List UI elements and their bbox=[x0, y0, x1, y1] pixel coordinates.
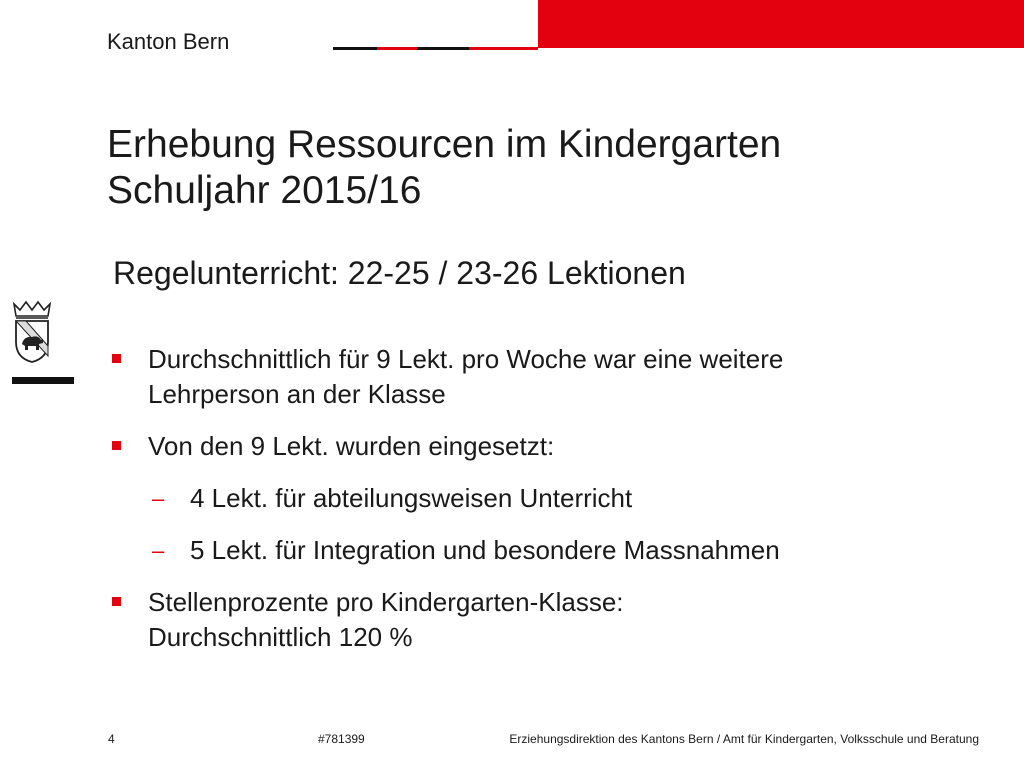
dash-bullet-icon: – bbox=[152, 486, 165, 511]
bullet-text-line: Durchschnittlich 120 % bbox=[148, 622, 413, 652]
header-canton-label: Kanton Bern bbox=[107, 29, 230, 54]
header-rule-red-1 bbox=[377, 47, 417, 50]
footer-slide-id: #781399 bbox=[318, 732, 365, 746]
header-rule-red-2 bbox=[469, 47, 538, 50]
bullet-text-line: Lehrperson an der Klasse bbox=[148, 379, 446, 409]
slide-subtitle: Regelunterricht: 22-25 / 23-26 Lektionen bbox=[113, 255, 686, 291]
slide-title-line-1: Erhebung Ressourcen im Kindergarten bbox=[107, 123, 782, 166]
bullet-item bbox=[108, 585, 1008, 655]
sub-bullet-text: 4 Lekt. für abteilungsweisen Unterricht bbox=[190, 483, 633, 513]
footer-organization: Erziehungsdirektion des Kantons Bern / Amt für Kindergarten, Volksschule und Beratung bbox=[509, 732, 979, 746]
red-square-bullet-icon bbox=[112, 597, 121, 606]
slide-title-line-2: Schuljahr 2015/16 bbox=[107, 169, 422, 212]
sub-bullet-item bbox=[108, 533, 1008, 568]
bullet-text-line: Von den 9 Lekt. wurden eingesetzt: bbox=[148, 431, 555, 461]
bullet-text-line: Durchschnittlich für 9 Lekt. pro Woche war eine weitere bbox=[148, 344, 784, 374]
bullet-item bbox=[108, 429, 1008, 464]
red-square-bullet-icon bbox=[112, 441, 121, 450]
logo-bar bbox=[12, 377, 74, 384]
bern-coat-of-arms-icon bbox=[8, 300, 56, 364]
header-rule-black-1 bbox=[333, 47, 377, 50]
red-square-bullet-icon bbox=[112, 354, 121, 363]
header-red-block bbox=[538, 0, 1024, 48]
bullet-item bbox=[108, 342, 1008, 412]
sub-bullet-item bbox=[108, 481, 1008, 516]
slide-title bbox=[107, 122, 1007, 214]
bullet-text-line: Stellenprozente pro Kindergarten-Klasse: bbox=[148, 587, 624, 617]
footer-page-number: 4 bbox=[108, 732, 115, 746]
dash-bullet-icon: – bbox=[152, 538, 165, 563]
header-rule-black-2 bbox=[417, 47, 469, 50]
bullet-list bbox=[108, 342, 1008, 655]
sub-bullet-text: 5 Lekt. für Integration und besondere Massnahmen bbox=[190, 535, 780, 565]
